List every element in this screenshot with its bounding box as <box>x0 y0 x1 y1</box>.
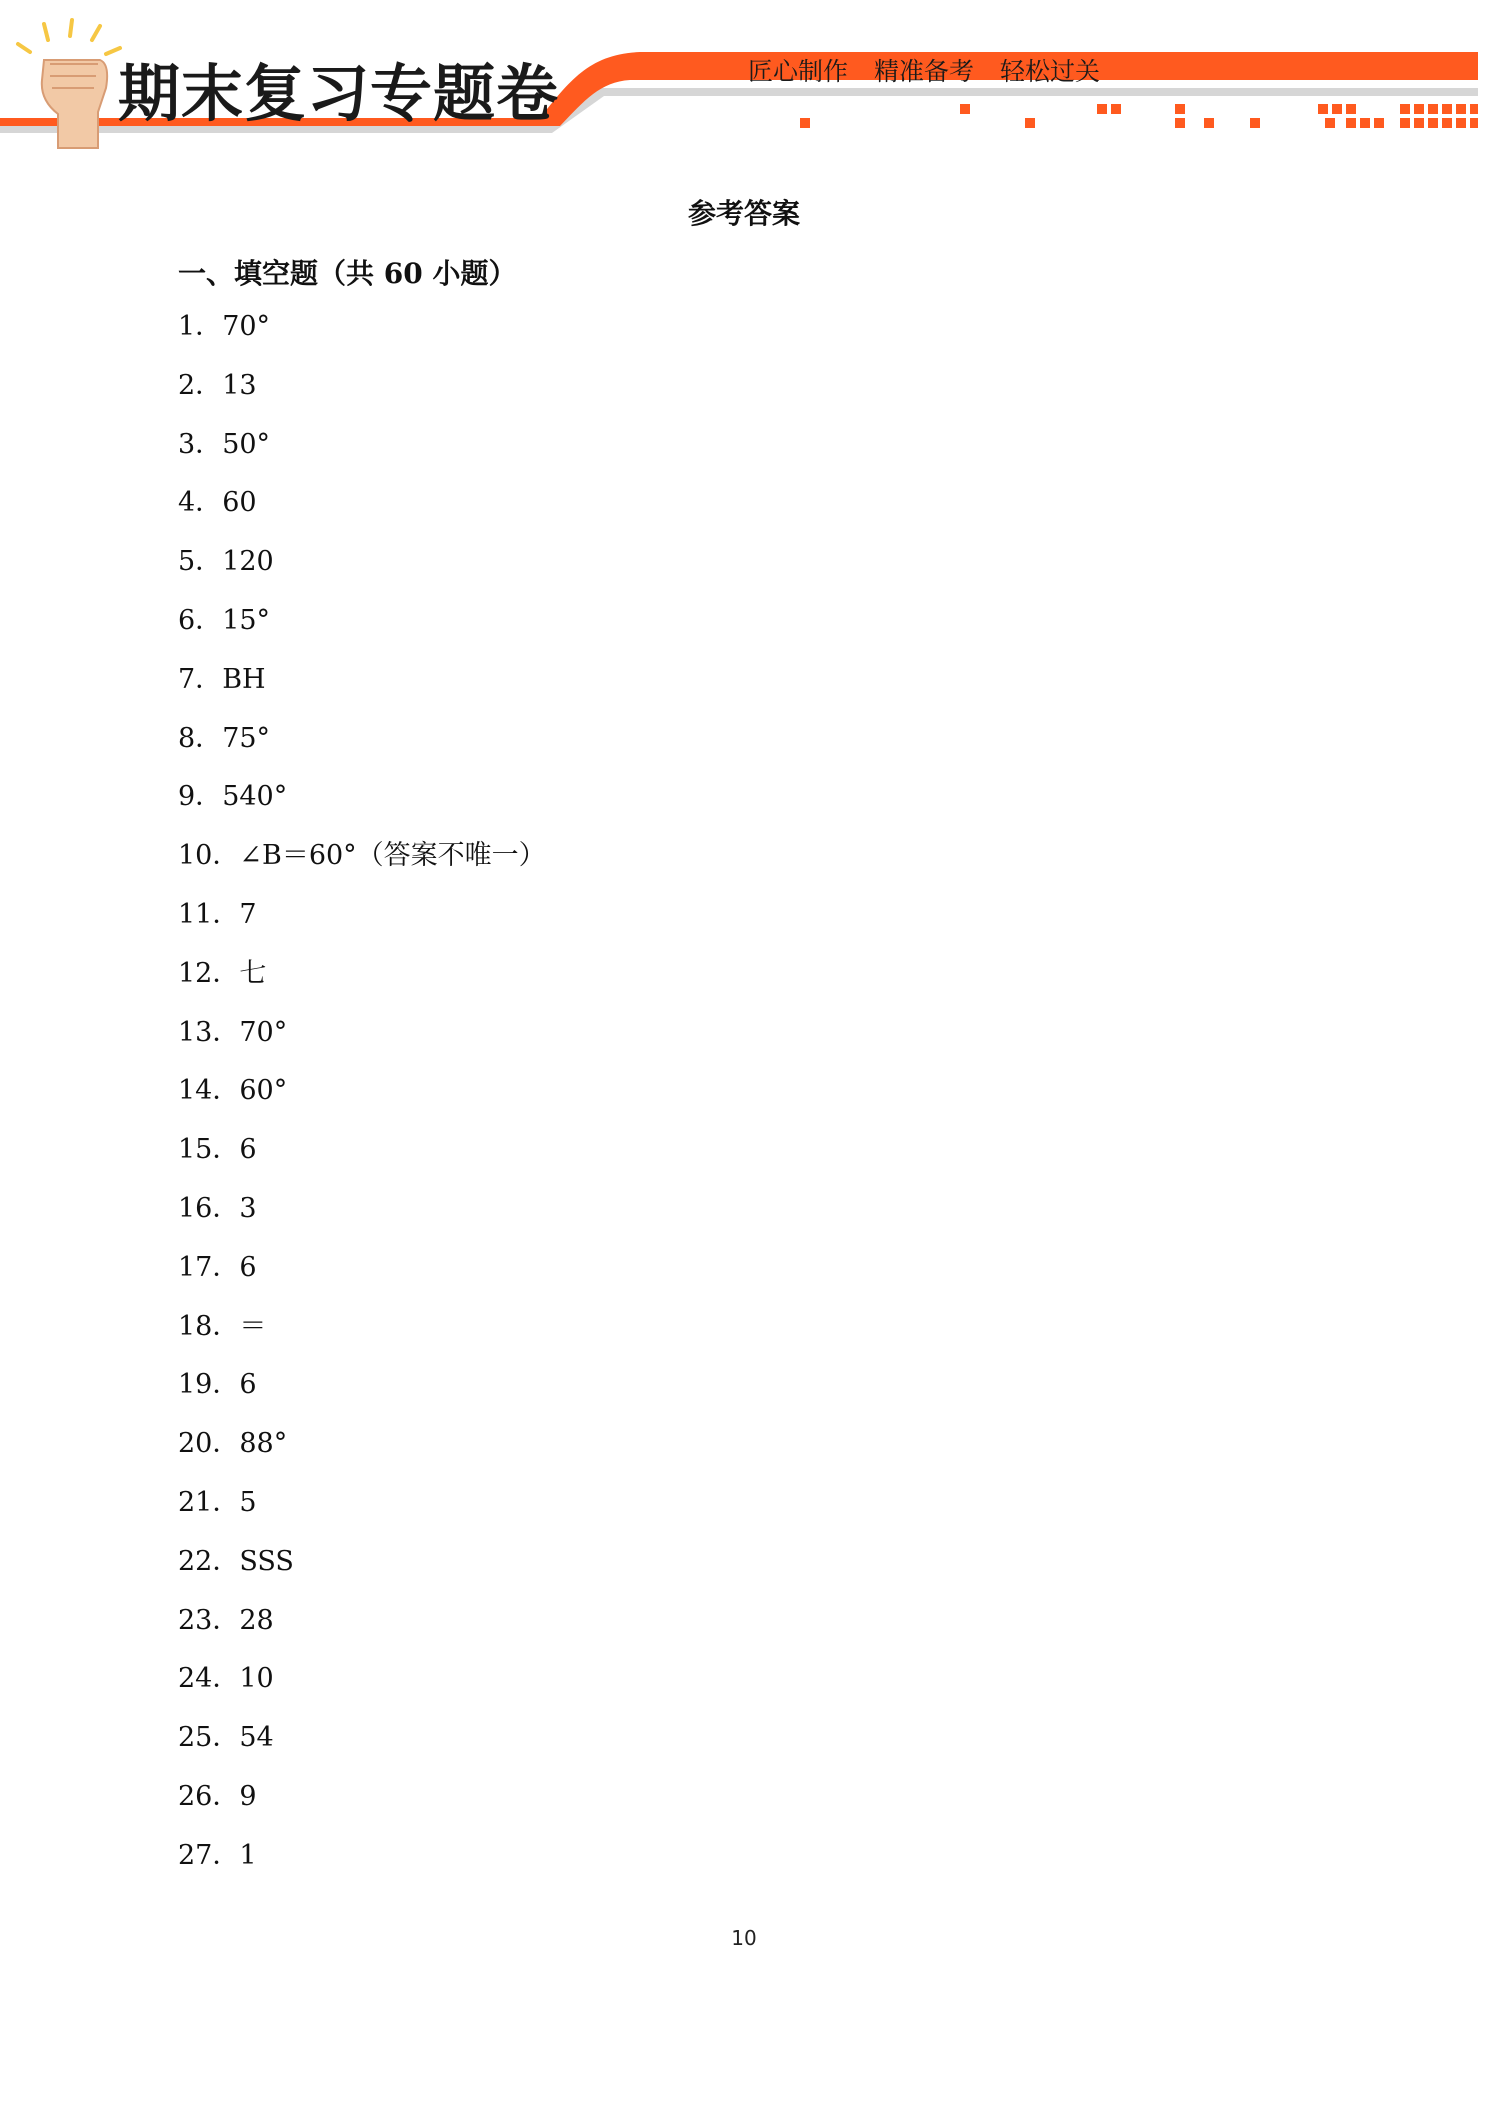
answer-number: 11． <box>178 898 240 930</box>
slogan-2: 精准备考 <box>874 57 975 86</box>
answer-list <box>178 307 546 1895</box>
answer-text: 7 <box>239 898 257 930</box>
answer-number: 1． <box>178 311 223 342</box>
page-header <box>0 0 1488 150</box>
answer-number: 13． <box>178 1016 240 1048</box>
answer-text: BH <box>222 663 266 695</box>
answer-item <box>178 1248 546 1307</box>
answer-text: ＝ <box>239 1310 267 1342</box>
answer-item <box>178 1542 546 1601</box>
answer-number: 14． <box>178 1075 240 1107</box>
answer-text: 75° <box>222 722 271 754</box>
answer-text: 50° <box>222 428 271 460</box>
answer-number: 12． <box>178 957 240 989</box>
answer-number: 20． <box>178 1428 240 1460</box>
answer-number: 6． <box>178 604 223 636</box>
answer-item <box>178 1307 546 1366</box>
answer-number: 23． <box>178 1604 240 1636</box>
answer-item <box>178 1013 546 1072</box>
answer-number: 16． <box>178 1192 240 1224</box>
answer-number: 15． <box>178 1134 240 1166</box>
answer-item <box>178 1601 546 1660</box>
answer-text: 70° <box>222 311 271 342</box>
answer-number: 17． <box>178 1251 240 1283</box>
answer-item <box>178 895 546 954</box>
answer-text: 60 <box>222 487 257 519</box>
answer-text: 15° <box>222 604 271 636</box>
answer-number: 24． <box>178 1663 240 1695</box>
answer-item <box>178 1365 546 1424</box>
answer-number: 8． <box>178 722 223 754</box>
answer-number: 4． <box>178 487 223 519</box>
answer-text: 6 <box>239 1134 257 1166</box>
answer-number: 27． <box>178 1839 240 1871</box>
answer-text: 七 <box>239 957 267 989</box>
answer-item <box>178 1130 546 1189</box>
answer-number: 2． <box>178 369 223 401</box>
answer-item <box>178 954 546 1013</box>
section-heading: 一、填空题（共 60 小题） <box>178 257 517 290</box>
answer-text: 9 <box>239 1780 257 1812</box>
answer-item <box>178 1659 546 1718</box>
answer-text: 120 <box>222 546 274 578</box>
answer-item <box>178 1718 546 1777</box>
answer-item <box>178 425 546 484</box>
answer-item <box>178 836 546 895</box>
answer-text: 540° <box>222 781 288 813</box>
answer-text: 28 <box>239 1604 274 1636</box>
answer-number: 22． <box>178 1545 240 1577</box>
answer-text: 6 <box>239 1251 257 1283</box>
answer-text: 3 <box>239 1192 257 1224</box>
answer-item <box>178 483 546 542</box>
header-slogans <box>748 52 1100 88</box>
answer-number: 7． <box>178 663 223 695</box>
answer-item <box>178 366 546 425</box>
answer-number: 9． <box>178 781 223 813</box>
answer-number: 19． <box>178 1369 240 1401</box>
answer-number: 25． <box>178 1722 240 1754</box>
slogan-1: 匠心制作 <box>748 57 849 86</box>
answer-item <box>178 1189 546 1248</box>
answer-item <box>178 601 546 660</box>
answer-number: 3． <box>178 428 223 460</box>
answer-text: 70° <box>239 1016 288 1048</box>
answer-text: 5 <box>239 1486 257 1518</box>
slogan-3: 轻松过关 <box>1000 57 1101 86</box>
answer-text: 60° <box>239 1075 288 1107</box>
answer-item <box>178 307 546 366</box>
answer-item <box>178 660 546 719</box>
answer-text: ∠B＝60°（答案不唯一） <box>239 840 546 872</box>
answer-item <box>178 1071 546 1130</box>
answer-text: SSS <box>239 1545 294 1577</box>
answer-item <box>178 542 546 601</box>
page-heading: 参考答案 <box>687 197 800 230</box>
answer-number: 26． <box>178 1780 240 1812</box>
answer-number: 21． <box>178 1486 240 1518</box>
answer-item <box>178 1836 546 1895</box>
answer-number: 10． <box>178 840 240 872</box>
header-title: 期末复习专题卷 <box>118 57 560 130</box>
answer-item <box>178 777 546 836</box>
answer-text: 6 <box>239 1369 257 1401</box>
answer-item <box>178 1777 546 1836</box>
answer-text: 88° <box>239 1428 288 1460</box>
answer-text: 54 <box>239 1722 274 1754</box>
answer-number: 18． <box>178 1310 240 1342</box>
page-number: 10 <box>731 1926 757 1950</box>
answer-item <box>178 1483 546 1542</box>
answer-text: 13 <box>222 369 257 401</box>
answer-text: 1 <box>239 1839 257 1871</box>
answer-number: 5． <box>178 546 223 578</box>
answer-item <box>178 1424 546 1483</box>
answer-item <box>178 719 546 778</box>
answer-text: 10 <box>239 1663 274 1695</box>
decorative-squares <box>800 104 1478 128</box>
